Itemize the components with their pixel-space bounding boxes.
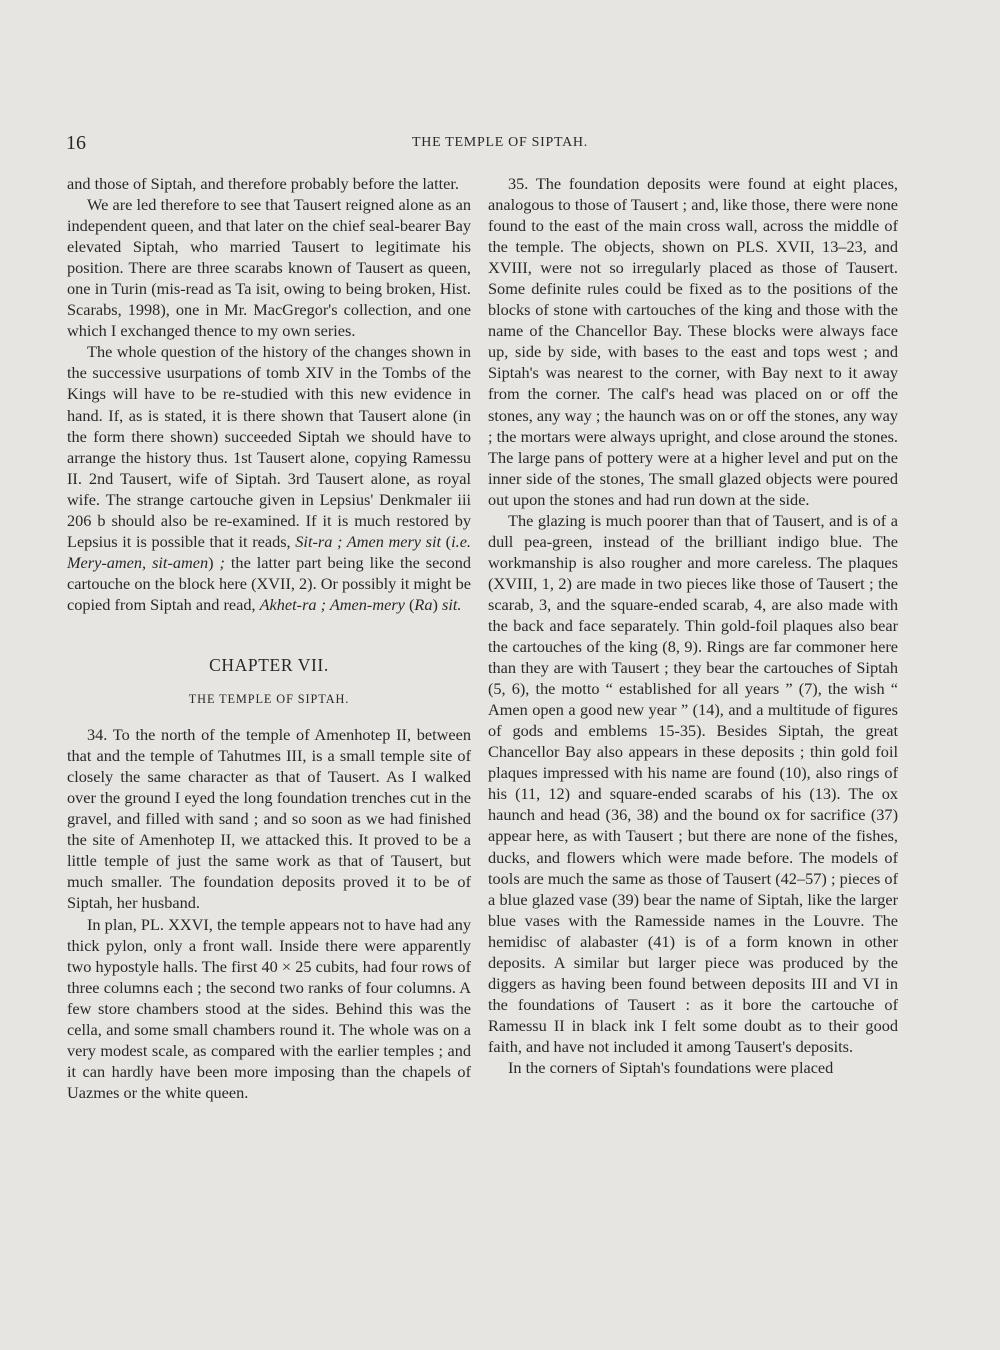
- text-run: the latter part being like the second cartouche on the block here (XVII, 2). Or possibly it might be copied from Siptah and read,: [67, 552, 472, 614]
- right-column: [488, 173, 898, 1078]
- paragraph: 35. The foundation deposits were found at eight places, analogous to those of Tausert ; and, like those, there were none found to the east of the main cross wall, across the middle of the temple. The objects, shown on PLS. XVII, 13–23, and XVIII, were not so irregularly placed as those of Tausert. Some definite rules could be fixed as to the positions of the blocks of stone with cartouches of the king and those with the name of the Chancellor Bay. These blocks were always face up, side by side, with bases to the east and tops west ; and Siptah's was nearest to the corner, with Bay next to it away from the corner. The calf's head was placed on or off the stones, any way ; the haunch was on or off the stones, any way ; the mortars were always upright, and close around the stones. The large pans of pottery were at a higher level and put on the inner side of the stones, The small glazed objects were poured out upon the stones and had run down at the side.: [488, 174, 898, 509]
- text-run: The whole question of the history of the changes shown in the successive usurpations of tomb XIV in the Tombs of the Kings will have to be re-studied with this new evidence in hand. If, as is stated, it is there shown that Tausert alone (in the form there shown) succeeded Siptah we should have to arrange the history thus. 1st Tausert alone, copying Ramessu II. 2nd Tausert, wife of Siptah. 3rd Tausert alone, as royal wife. The strange cartouche given in Lepsius' Denkmaler iii 206 b should also be re-examined. If it is much restored by Lepsius it is possible that it reads,: [67, 342, 471, 551]
- paragraph: [67, 341, 471, 615]
- chapter-subtitle: THE TEMPLE OF SIPTAH.: [188, 692, 350, 707]
- italic-text: ;: [219, 552, 225, 572]
- italic-text: sit.: [441, 594, 462, 614]
- italic-text: Akhet-ra ; Amen-mery: [259, 594, 405, 614]
- paragraph: and those of Siptah, and therefore probably before the latter.: [67, 174, 459, 193]
- italic-text: Sit-ra ; Amen mery sit: [295, 531, 442, 551]
- page-header: [0, 132, 1000, 156]
- text-run: ): [208, 552, 220, 572]
- text-run: (: [441, 531, 452, 551]
- running-title: THE TEMPLE OF SIPTAH.: [412, 135, 588, 150]
- paragraph: In the corners of Siptah's foundations were placed: [508, 1057, 834, 1077]
- text-run: ): [432, 594, 442, 614]
- chapter-heading: CHAPTER VII.: [209, 654, 329, 675]
- paragraph: We are led therefore to see that Tausert reigned alone as an independent queen, and that later on the chief seal-bearer Bay elevated Siptah, who married Tausert to legitimate his position. There are three scarabs known of Tausert as queen, one in Turin (mis-read as Ta isit, owing to being broken, Hist. Scarabs, 1998), one in Mr. MacGregor's collection, and one which I exchanged thence to my own series.: [67, 195, 471, 341]
- italic-text: Ra: [414, 594, 433, 614]
- page-number: 16: [66, 132, 86, 154]
- italic-text: i.e. Mery-amen, sit-amen: [67, 531, 471, 572]
- paragraph: The glazing is much poorer than that of Tausert, and is of a dull pea-green, instead of the brilliant indigo blue. The workmanship is also rougher and more careless. The plaques (XVIII, 1, 2) are made in two pieces like those of Tausert ; the scarab, 3, and the square-ended scarab, 4, are also made with the back and face separately. Thin gold-foil plaques also bear the cartouches of the king (8, 9). Rings are far commoner here than they are with Tausert ; they bear the cartouches of Siptah (5, 6), the motto “ established for all years ” (7), the wish “ Amen open a good new year ” (14), and a multitude of figures of gods and emblems 15-35). Besides Siptah, the great Chancellor Bay also appears in these deposits ; thin gold foil plaques impressed with his name are found (10), also rings of his (11, 12) and square-ended scarabs of his (13). The ox haunch and head (36, 38) and the bound ox for sacrifice (37) appear here, as with Tausert ; but there are none of the fishes, ducks, and flowers which were made before. The models of tools are much the same as those of Tausert (42–57) ; pieces of a blue glazed vase (39) bear the name of Siptah, like the larger blue vases with the Ramesside names in the Louvre. The hemidisc of alabaster (41) is of a form known in other deposits. A similar but larger piece was produced by the diggers as having been found between deposits III and VI in the foundations of Tausert : as it bore the cartouche of Ramessu II in black ink I felt some doubt as to their good faith, and have not included it among Tausert's deposits.: [488, 510, 898, 1056]
- paragraph: 34. To the north of the temple of Amenhotep II, between that and the temple of Tahutmes III, is a small temple site of closely the same character as that of Tausert. As I walked over the ground I eyed the long foundation trenches cut in the gravel, and filled with sand ; and so soon as we had finished the site of Amenhotep II, we attacked this. It proved to be a little temple of just the same work as that of Tausert, but much smaller. The foundation deposits proved it to be of Siptah, her husband.: [67, 725, 471, 913]
- paragraph: In plan, PL. XXVI, the temple appears not to have had any thick pylon, only a front wall. Inside there were apparently two hypostyle halls. The first 40 × 25 cubits, had four rows of three columns each ; the second two ranks of four columns. A few store chambers stood at the sides. Behind this was the cella, and some small chambers round it. The whole was on a very modest scale, as compared with the earlier temples ; and it can hardly have been more imposing than the chapels of Uazmes or the white queen.: [67, 914, 471, 1102]
- left-column: [67, 173, 471, 1103]
- text-run: (: [404, 594, 415, 614]
